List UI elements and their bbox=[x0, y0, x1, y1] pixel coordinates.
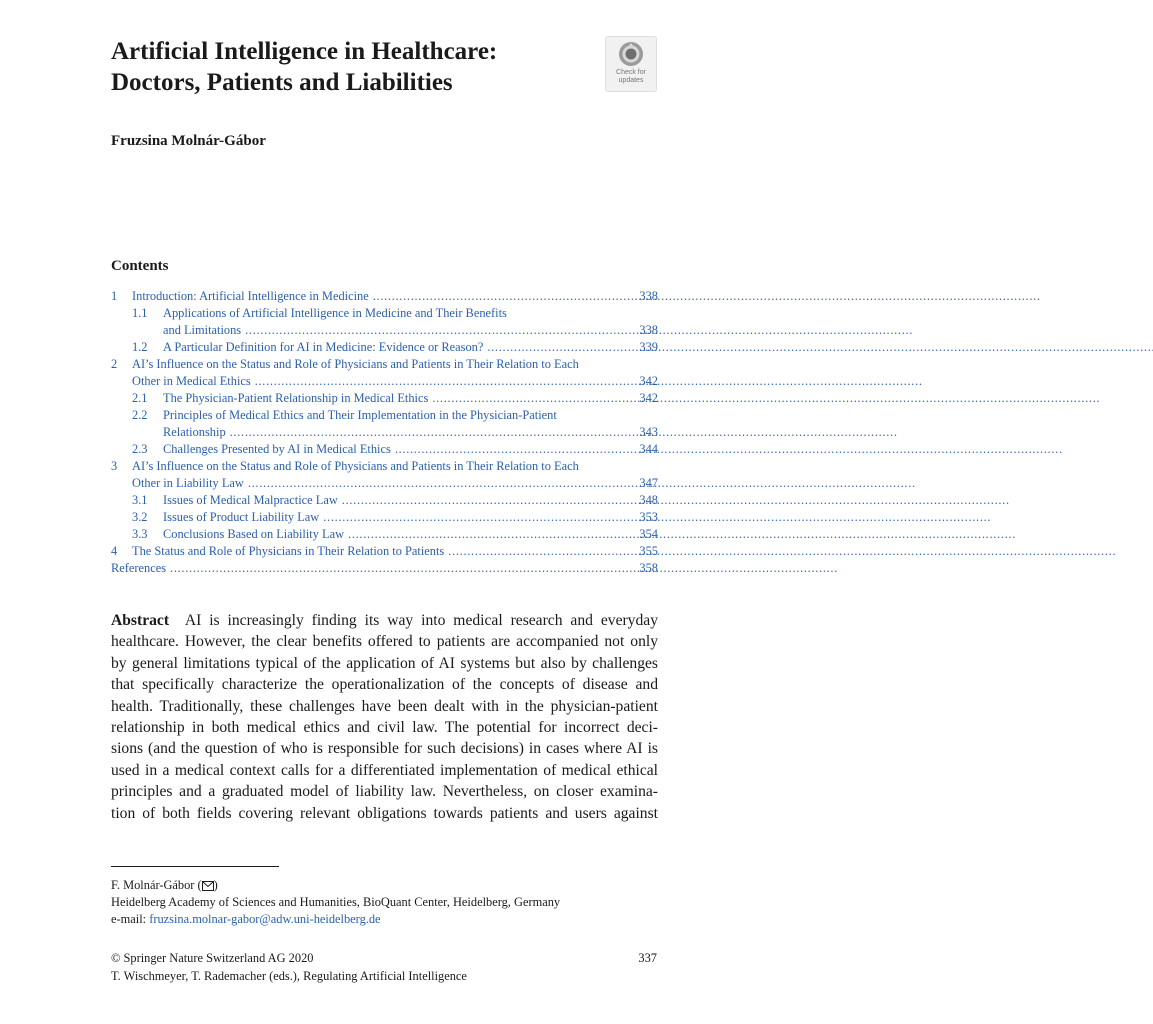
abstract-line-text: healthcare. However, the clear benefits offered to patients are accompanied not only bbox=[111, 633, 658, 651]
abstract-line-text: by general limitations typical of the application of AI systems but also by challenges bbox=[111, 654, 658, 672]
footnote-divider bbox=[111, 866, 279, 867]
page-number: 337 bbox=[638, 951, 657, 965]
toc-entry-number: 3.3 bbox=[132, 527, 148, 541]
toc-entry-page: 353 bbox=[639, 510, 658, 524]
toc-entry-number: 2 bbox=[111, 357, 118, 371]
toc-entry-title-with-leader bbox=[163, 390, 628, 407]
toc-entry-page: 347 bbox=[639, 476, 658, 490]
citation-line-cutoff bbox=[111, 966, 491, 983]
toc-entry-title: AI’s Influence on the Status and Role of Physicians and Patients in Their Relation to Each bbox=[132, 357, 579, 371]
toc-entry-title: Principles of Medical Ethics and Their Implementation in the Physician-Patient bbox=[163, 408, 557, 422]
contents-heading: Contents bbox=[111, 258, 169, 274]
chapter-title bbox=[111, 36, 591, 98]
toc-entry-page: 344 bbox=[639, 442, 658, 456]
author-name: Fruzsina Molnár-Gábor bbox=[111, 133, 266, 149]
toc-entry-title-with-leader bbox=[163, 509, 628, 526]
toc-entry[interactable] bbox=[111, 560, 658, 577]
footnote-email-link[interactable]: fruzsina.molnar-gabor@adw.uni-heidelberg.de bbox=[149, 912, 381, 926]
toc-dot-leader bbox=[251, 373, 921, 390]
toc-entry-number: 3.1 bbox=[132, 493, 148, 507]
toc-dot-leader bbox=[338, 492, 1008, 509]
toc-entry[interactable] bbox=[111, 322, 658, 339]
toc-entry-title-with-leader bbox=[163, 526, 628, 543]
toc-entry[interactable] bbox=[111, 339, 658, 356]
abstract-line-text: sions (and the question of who is responsible for such decisions) in cases where AI is bbox=[111, 740, 658, 758]
footnote-affiliation: Heidelberg Academy of Sciences and Humanities, BioQuant Center, Heidelberg, Germany bbox=[111, 895, 561, 909]
toc-entry-page: 342 bbox=[639, 391, 658, 405]
toc-entry[interactable] bbox=[111, 424, 658, 441]
toc-dot-leader bbox=[166, 560, 836, 577]
check-for-updates-label bbox=[606, 69, 656, 85]
toc-entry-title: Issues of Medical Malpractice Law bbox=[163, 493, 338, 507]
toc-dot-leader bbox=[369, 288, 1039, 305]
toc-entry-number: 1.1 bbox=[132, 306, 148, 320]
toc-entry[interactable] bbox=[111, 356, 658, 373]
toc-dot-leader bbox=[391, 441, 1061, 458]
abstract-line-text: tion of both fields covering relevant obligations towards patients and users against bbox=[111, 804, 658, 822]
table-of-contents bbox=[111, 288, 658, 577]
toc-entry-title: The Physician-Patient Relationship in Medical Ethics bbox=[163, 391, 429, 405]
abstract-line-text: used in a medical context calls for a differentiated implementation of medical ethical bbox=[111, 761, 658, 779]
abstract-line bbox=[111, 631, 658, 652]
abstract-label: Abstract bbox=[111, 612, 170, 629]
abstract-line bbox=[111, 717, 658, 738]
toc-dot-leader bbox=[244, 475, 914, 492]
toc-entry-number: 2.1 bbox=[132, 391, 148, 405]
toc-entry[interactable] bbox=[111, 458, 658, 475]
toc-dot-leader bbox=[226, 424, 896, 441]
abstract-line bbox=[111, 674, 658, 695]
toc-entry-title-with-leader bbox=[111, 560, 628, 577]
toc-entry-page: 358 bbox=[639, 561, 658, 575]
toc-dot-leader bbox=[483, 339, 1153, 356]
abstract bbox=[111, 610, 658, 824]
toc-entry[interactable] bbox=[111, 509, 658, 526]
toc-dot-leader bbox=[444, 543, 1114, 560]
toc-entry-title: Applications of Artificial Intelligence in Medicine and Their Benefits bbox=[163, 306, 507, 320]
toc-entry[interactable] bbox=[111, 305, 658, 322]
toc-entry-page: 343 bbox=[639, 425, 658, 439]
toc-entry-page: 338 bbox=[639, 323, 658, 337]
toc-entry-page: 355 bbox=[639, 544, 658, 558]
toc-entry-title-with-leader bbox=[163, 441, 628, 458]
toc-dot-leader bbox=[428, 390, 1098, 407]
toc-entry-page: 354 bbox=[639, 527, 658, 541]
toc-dot-leader bbox=[241, 322, 911, 339]
copyright-notice: © Springer Nature Switzerland AG 2020 bbox=[111, 951, 314, 965]
toc-entry-page: 348 bbox=[639, 493, 658, 507]
toc-entry-title: The Status and Role of Physicians in Their Relation to Patients bbox=[132, 544, 445, 558]
abstract-line bbox=[111, 760, 658, 781]
toc-entry-title-with-leader bbox=[163, 424, 628, 441]
footnote-email-line bbox=[111, 911, 658, 928]
toc-entry-title-with-leader bbox=[163, 339, 628, 356]
toc-entry-title-with-leader bbox=[132, 543, 628, 560]
abstract-line bbox=[111, 738, 658, 759]
toc-entry-title-with-leader bbox=[163, 492, 628, 509]
chapter-title-line-2: Doctors, Patients and Liabilities bbox=[111, 69, 453, 96]
abstract-line bbox=[111, 803, 658, 824]
toc-entry[interactable] bbox=[111, 492, 658, 509]
toc-entry-title: Relationship bbox=[163, 425, 226, 439]
check-for-updates-icon bbox=[618, 41, 644, 67]
abstract-line-text: that specifically characterize the operationalization of the concepts of disease and bbox=[111, 676, 658, 694]
toc-entry-title: Other in Liability Law bbox=[132, 476, 244, 490]
toc-entry-number: 4 bbox=[111, 544, 118, 558]
toc-entry-title: and Limitations bbox=[163, 323, 242, 337]
author-footnote bbox=[111, 877, 658, 928]
footnote-email-label: e-mail: bbox=[111, 912, 150, 926]
footnote-author-name-end: ) bbox=[213, 878, 218, 892]
abstract-line-text: AI is increasingly finding its way into medical research and everyday bbox=[184, 612, 658, 629]
toc-entry-number: 3.2 bbox=[132, 510, 148, 524]
toc-entry-number: 2.2 bbox=[132, 408, 148, 422]
footnote-author-name: F. Molnár-Gábor ( bbox=[111, 878, 202, 892]
toc-entry[interactable] bbox=[111, 288, 658, 305]
toc-entry-title: Other in Medical Ethics bbox=[132, 374, 251, 388]
chapter-title-line-1: Artificial Intelligence in Healthcare: bbox=[111, 38, 498, 65]
toc-entry-page: 339 bbox=[639, 340, 658, 354]
check-for-updates-line-2: updates bbox=[618, 77, 644, 84]
toc-entry-title-with-leader bbox=[132, 373, 628, 390]
abstract-line-text: relationship in both medical ethics and civil law. The potential for incorrect deci- bbox=[111, 719, 658, 737]
footnote-author-line bbox=[111, 877, 658, 894]
toc-entry[interactable] bbox=[111, 543, 658, 560]
toc-entry-title-with-leader bbox=[163, 322, 628, 339]
abstract-line-text: principles and a graduated model of liability law. Nevertheless, on closer examina- bbox=[111, 783, 658, 801]
toc-entry[interactable] bbox=[111, 475, 658, 492]
toc-entry-title: AI’s Influence on the Status and Role of Physicians and Patients in Their Relation to Each bbox=[132, 459, 579, 473]
abstract-line bbox=[111, 781, 658, 802]
toc-entry[interactable] bbox=[111, 526, 658, 543]
toc-entry-title: Introduction: Artificial Intelligence in Medicine bbox=[132, 289, 369, 303]
toc-entry-page: 342 bbox=[639, 374, 658, 388]
toc-entry-title: References bbox=[111, 561, 167, 575]
envelope-icon[interactable] bbox=[202, 881, 214, 891]
abstract-line-text: health. Traditionally, these challenges have been dealt with in the physician-patient bbox=[111, 697, 658, 715]
toc-entry[interactable] bbox=[111, 441, 658, 458]
abstract-line bbox=[111, 653, 658, 674]
toc-entry-title-with-leader bbox=[132, 475, 628, 492]
check-for-updates-badge[interactable] bbox=[605, 36, 657, 92]
toc-entry[interactable] bbox=[111, 390, 658, 407]
citation-text: T. Wischmeyer, T. Rademacher (eds.), Regulating Artificial Intelligence bbox=[111, 969, 467, 983]
toc-entry[interactable] bbox=[111, 407, 658, 424]
toc-entry-title: Conclusions Based on Liability Law bbox=[163, 527, 345, 541]
toc-entry-title-with-leader bbox=[132, 288, 628, 305]
toc-entry[interactable] bbox=[111, 373, 658, 390]
abstract-line bbox=[111, 696, 658, 717]
toc-entry-title: Issues of Product Liability Law bbox=[163, 510, 320, 524]
toc-entry-page: 338 bbox=[639, 289, 658, 303]
toc-entry-number: 2.3 bbox=[132, 442, 148, 456]
toc-dot-leader bbox=[344, 526, 1014, 543]
toc-entry-number: 3 bbox=[111, 459, 118, 473]
toc-entry-title: Challenges Presented by AI in Medical Ethics bbox=[163, 442, 391, 456]
toc-entry-number: 1 bbox=[111, 289, 118, 303]
abstract-line bbox=[111, 610, 658, 631]
check-for-updates-line-1: Check for bbox=[616, 69, 646, 76]
toc-entry-title: A Particular Definition for AI in Medicine: Evidence or Reason? bbox=[163, 340, 484, 354]
toc-entry-number: 1.2 bbox=[132, 340, 148, 354]
